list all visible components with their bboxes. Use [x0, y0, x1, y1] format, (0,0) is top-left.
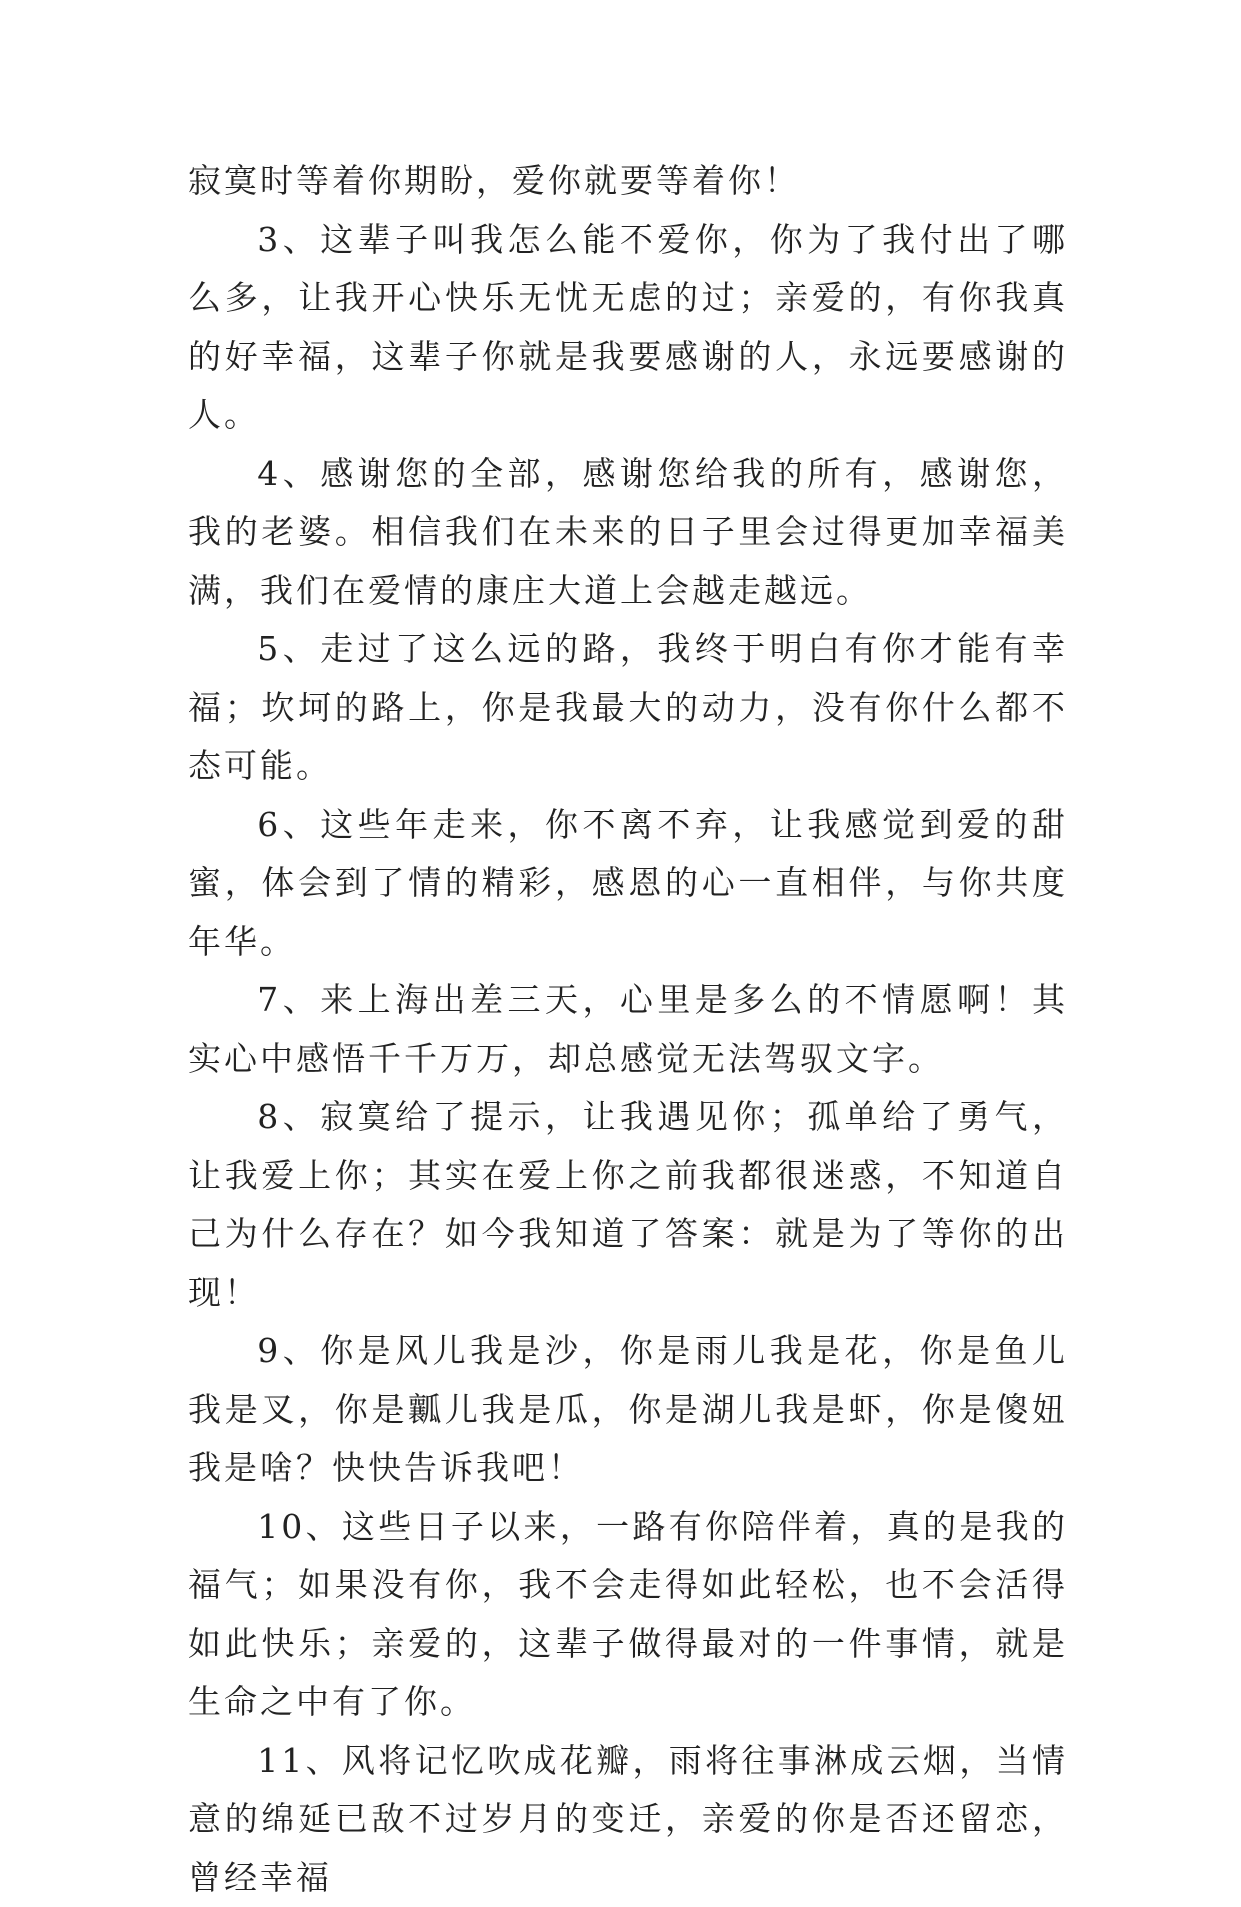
- paragraph-item-10: 10、这些日子以来，一路有你陪伴着，真的是我的福气；如果没有你，我不会走得如此轻松，也不会活得如此快乐；亲爱的，这辈子做得最对的一件事情，就是生命之中有了你。: [188, 1498, 1068, 1732]
- paragraph-item-11: 11、风将记忆吹成花瓣，雨将往事淋成云烟，当情意的绵延已敌不过岁月的变迁，亲爱的你是否还留恋，曾经幸福: [188, 1732, 1068, 1907]
- paragraph-item-4: 4、感谢您的全部，感谢您给我的所有，感谢您，我的老婆。相信我们在未来的日子里会过得更加幸福美满，我们在爱情的康庄大道上会越走越远。: [188, 445, 1068, 621]
- document-body: [188, 152, 1068, 1907]
- paragraph-item-6: 6、这些年走来，你不离不弃，让我感觉到爱的甜蜜，体会到了情的精彩，感恩的心一直相伴，与你共度年华。: [188, 796, 1068, 972]
- paragraph-item-9: 9、你是风儿我是沙，你是雨儿我是花，你是鱼儿我是叉，你是瓤儿我是瓜，你是湖儿我是虾，你是傻妞我是啥？快快告诉我吧！: [188, 1322, 1068, 1498]
- paragraph-item-3: 3、这辈子叫我怎么能不爱你，你为了我付出了哪么多，让我开心快乐无忧无虑的过；亲爱的，有你我真的好幸福，这辈子你就是我要感谢的人，永远要感谢的人。: [188, 211, 1068, 445]
- paragraph-item-8: 8、寂寞给了提示，让我遇见你；孤单给了勇气，让我爱上你；其实在爱上你之前我都很迷惑，不知道自己为什么存在？如今我知道了答案：就是为了等你的出现！: [188, 1088, 1068, 1322]
- paragraph-item-7: 7、来上海出差三天，心里是多么的不情愿啊！其实心中感悟千千万万，却总感觉无法驾驭文字。: [188, 971, 1068, 1088]
- paragraph-continuation: 寂寞时等着你期盼，爱你就要等着你！: [188, 152, 1068, 211]
- paragraph-item-5: 5、走过了这么远的路，我终于明白有你才能有幸福；坎坷的路上，你是我最大的动力，没有你什么都不态可能。: [188, 620, 1068, 796]
